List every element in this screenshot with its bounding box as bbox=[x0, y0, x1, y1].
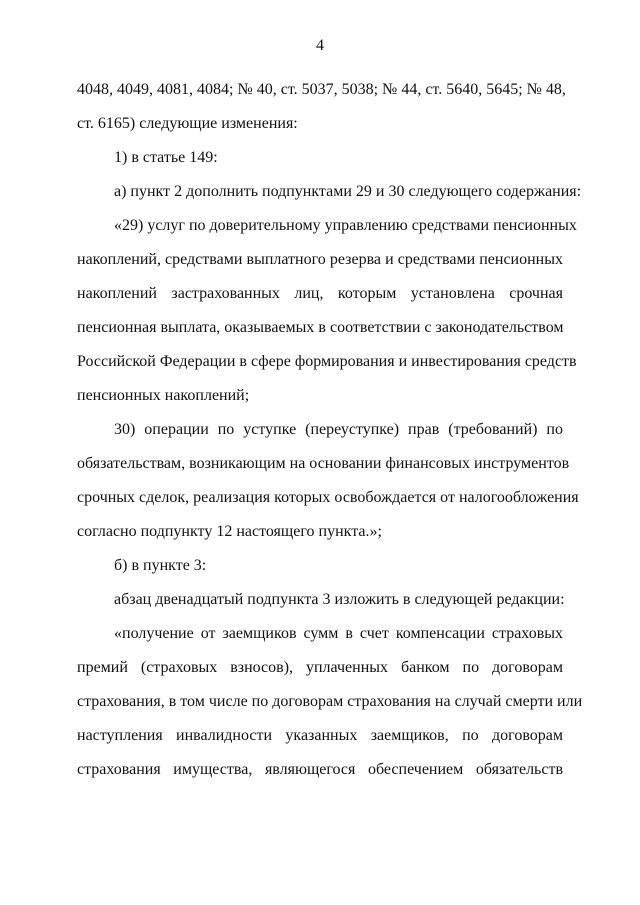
text-line: «29) услуг по доверительному управлению средствами пенсионных bbox=[114, 217, 577, 234]
text-line: срочных сделок, реализация которых освобождается от налогообложения bbox=[77, 489, 579, 506]
text-line: страхования имущества, являющегося обеспечением обязательств bbox=[77, 761, 563, 778]
text-line: страхования, в том числе по договорам страхования на случай смерти или bbox=[77, 693, 583, 710]
text-line: ст. 6165) следующие изменения: bbox=[77, 115, 298, 132]
text-line: накоплений, средствами выплатного резерва и средствами пенсионных bbox=[77, 251, 563, 268]
text-line: 4048, 4049, 4081, 4084; № 40, ст. 5037, 5038; № 44, ст. 5640, 5645; № 48, bbox=[77, 81, 566, 98]
text-line: согласно подпункту 12 настоящего пункта.»; bbox=[77, 523, 382, 540]
text-line: абзац двенадцатый подпункта 3 изложить в следующей редакции: bbox=[114, 591, 565, 608]
document-body bbox=[77, 76, 583, 790]
text-line: б) в пункте 3: bbox=[114, 557, 207, 574]
text-line: 30) операции по уступке (переуступке) прав (требований) по bbox=[114, 421, 563, 438]
text-line: наступления инвалидности указанных заемщиков, по договорам bbox=[77, 727, 563, 744]
text-line: Российской Федерации в сфере формирования и инвестирования средств bbox=[77, 353, 577, 370]
text-line: обязательствам, возникающим на основании финансовых инструментов bbox=[77, 455, 570, 472]
text-line: «получение от заемщиков сумм в счет компенсации страховых bbox=[114, 625, 563, 642]
text-line: 1) в статье 149: bbox=[114, 149, 218, 166]
text-line: премий (страховых взносов), уплаченных банком по договорам bbox=[77, 659, 563, 676]
text-line: пенсионных накоплений; bbox=[77, 387, 250, 404]
text-line: накоплений застрахованных лиц, которым установлена срочная bbox=[77, 285, 563, 302]
text-line: а) пункт 2 дополнить подпунктами 29 и 30 следующего содержания: bbox=[114, 183, 582, 200]
text-line: пенсионная выплата, оказываемых в соответствии с законодательством bbox=[77, 319, 564, 336]
page-number: 4 bbox=[316, 37, 324, 54]
